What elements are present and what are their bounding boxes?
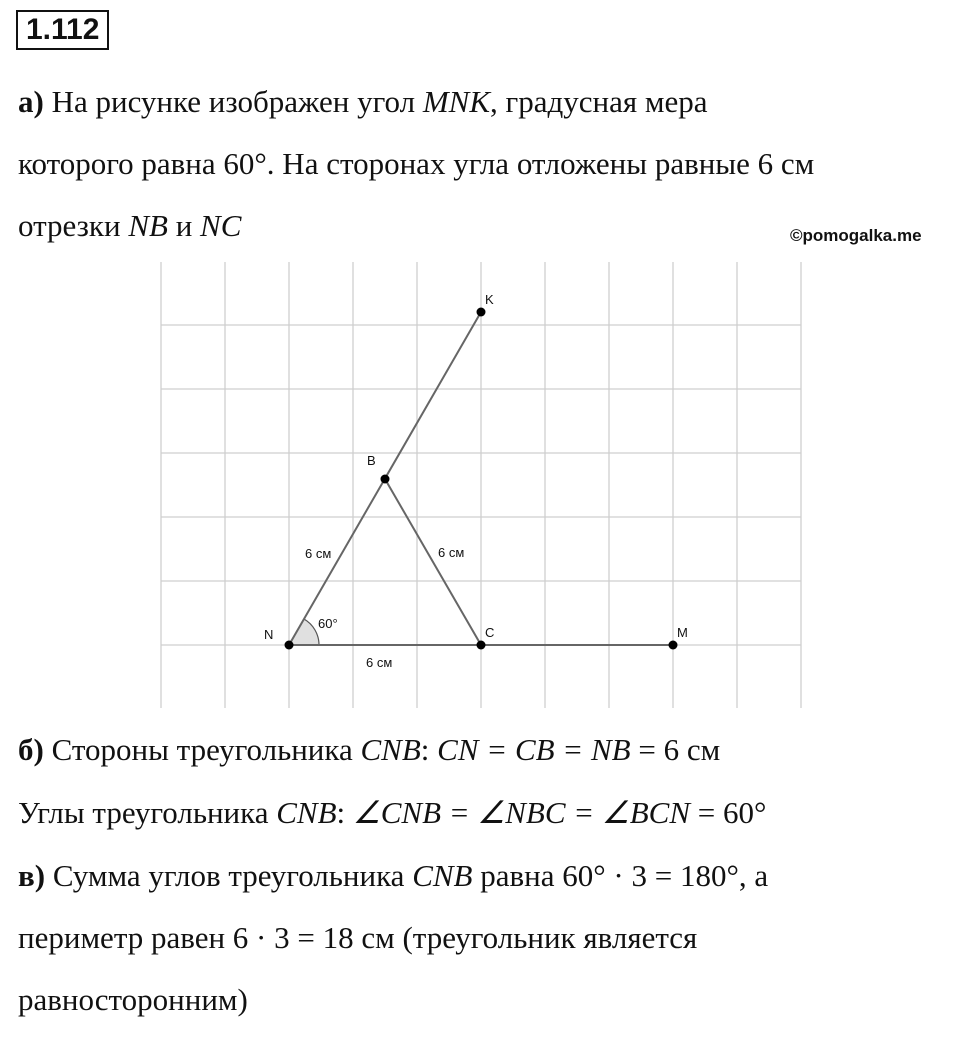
part-v-line-2: периметр равен 6 · 3 = 18 см (треугольник является: [18, 920, 698, 955]
part-b-text: :: [336, 795, 353, 830]
angle-name: MNK: [422, 84, 491, 119]
point-m: [669, 641, 678, 650]
part-b-text: :: [420, 732, 438, 767]
part-a-line-2: которого равна 60°. На сторонах угла отложены равные 6 см: [18, 146, 815, 181]
part-b-text: Стороны треугольника: [51, 732, 361, 767]
angle-value-label: 60°: [318, 616, 338, 631]
problem-number: 1.112: [16, 10, 109, 50]
part-b-text: Углы треугольника: [18, 795, 277, 830]
side-nb-label: 6 см: [305, 546, 332, 561]
label-m: M: [677, 625, 688, 640]
part-b-text: = 6 см: [630, 732, 721, 767]
watermark: ©pomogalka.me: [790, 226, 922, 245]
segment-nc: NC: [200, 208, 242, 243]
part-b-text: = 60°: [690, 795, 767, 830]
part-b-line-1: [18, 730, 720, 770]
triangle-name: CNB: [276, 795, 337, 830]
part-v-label: в): [18, 858, 46, 893]
part-b-line-2: [18, 793, 766, 833]
segment-bc: [385, 479, 481, 645]
triangle-name: CNB: [360, 732, 421, 767]
part-a-text: На рисунке изображен угол: [51, 84, 423, 119]
side-bc-label: 6 см: [438, 545, 465, 560]
point-n: [285, 641, 294, 650]
part-b-label: б): [18, 732, 44, 767]
part-v-text: равна 60° · 3 = 180°, а: [472, 858, 769, 893]
part-a-text: отрезки: [18, 208, 129, 243]
point-k: [477, 308, 486, 317]
sides-equality: CN = CB = NB: [437, 732, 631, 767]
part-a-text: и: [167, 208, 201, 243]
segment-nb: NB: [128, 208, 168, 243]
label-b: B: [367, 453, 376, 468]
part-v-text: Сумма углов треугольника: [52, 858, 413, 893]
triangle-name: CNB: [412, 858, 473, 893]
side-nc-label: 6 см: [366, 655, 393, 670]
label-c: C: [485, 625, 495, 640]
point-c: [477, 641, 486, 650]
label-k: K: [485, 292, 494, 307]
angle-arc: [289, 619, 319, 645]
part-a-label: а): [18, 84, 44, 119]
part-v-line-3: равносторонним): [18, 982, 248, 1017]
point-b: [381, 475, 390, 484]
label-n: N: [264, 627, 274, 642]
angles-equality: ∠CNB = ∠NBC = ∠BCN: [352, 795, 691, 830]
part-a-text: , градусная мера: [490, 84, 708, 119]
part-v-line-1: [18, 856, 768, 896]
